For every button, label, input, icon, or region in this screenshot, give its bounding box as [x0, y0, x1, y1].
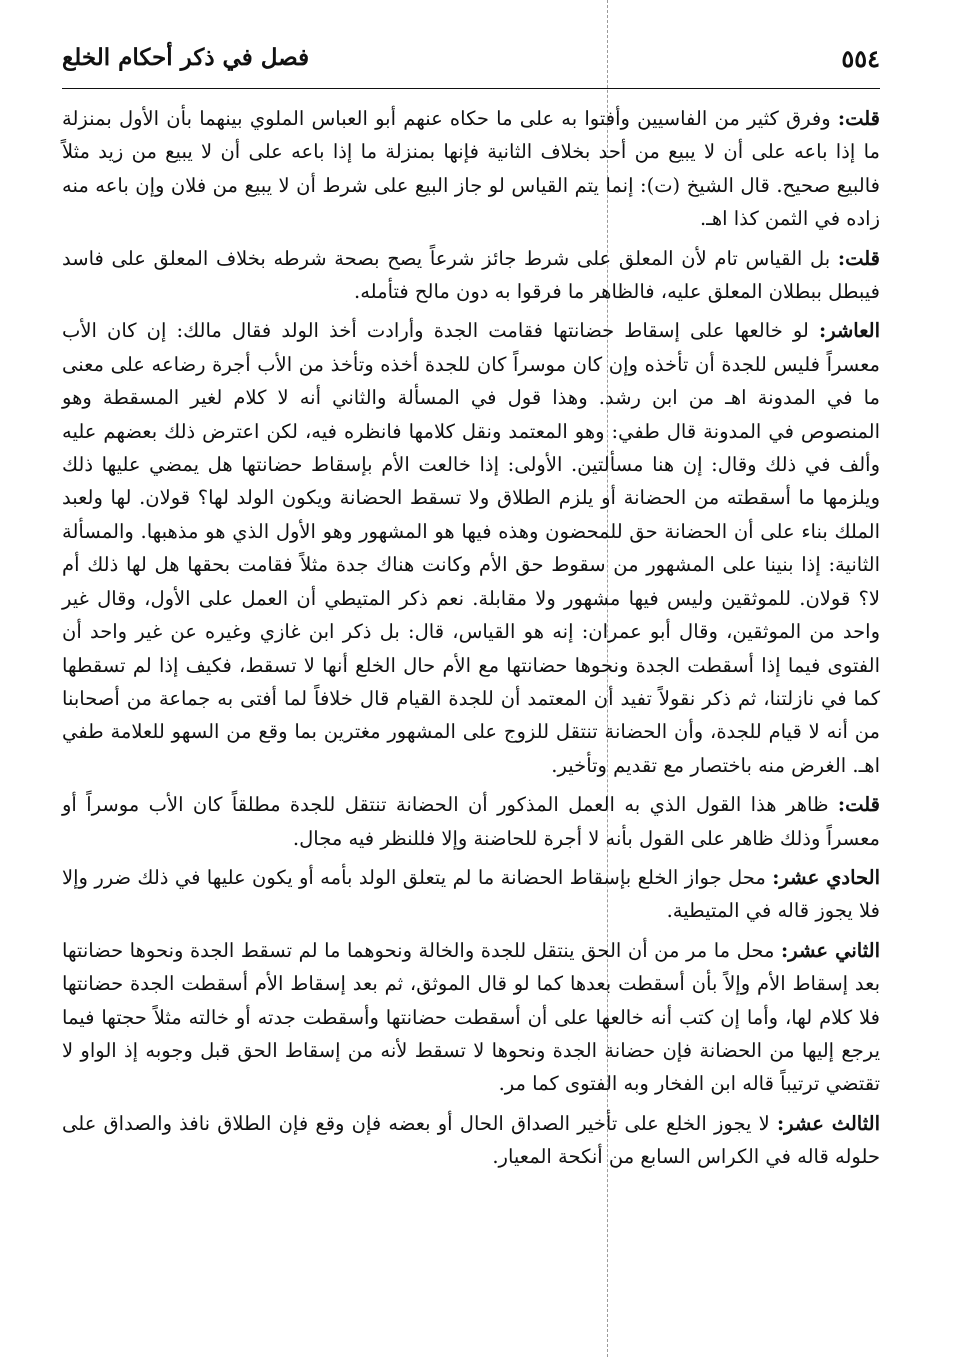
paragraph-text: محل جواز الخلع بإسقاط الحضانة ما لم يتعلق الولد بأمه أو يكون عليها في ذلك ضرر وإلا فلا يجوز قاله في المتيطية. [62, 865, 880, 923]
paragraph-lead: الثالث عشر: [776, 1111, 880, 1135]
paragraph [62, 934, 880, 1101]
paragraph-text: بل القياس تام لأن المعلق على شرط جائز شرعاً يصح بصحة شرطه بخلاف المعلق على فاسد فيبطل ببطلان المعلق عليه، فالظاهر ما فرقوا به دون مالح فتأمله. [62, 246, 880, 304]
paragraph-text: لو خالعها على إسقاط حضانتها فقامت الجدة وأرادت أخذ الولد فقال مالك: إن كان الأب معسراً فليس للجدة أن تأخذه وإن كان موسراً كان للجدة أخذه وتأخذ من الأب أجرة رضاعه على معنى ما في المدونة اهـ من ابن رشد. وهذا قول في المسألة والثاني أنه لا كلام لغير المسقطة وهو المنصوص في المدونة قال طفي: وهو المعتمد ونقل كلامها فانظره فيه، لكن اعترض ذلك بعضهم عليه وألف في ذلك وقال: إن هنا مسألتين. الأولى: إذا خالعت الأم بإسقاط حضانتها هل يمضي عليها ذلك ويلزمها ما أسقطته من الحضانة أو يلزم الطلاق ولا تسقط الحضانة ويكون الولد لها؟ قولان. لها ولعبد الملك بناء على أن الحضانة حق للمحضون وهذه فيها هو المشهور وهو الأول الذي هو مذهبها. والمسألة الثانية: إذا بنينا على المشهور من سقوط حق الأم وكانت هناك جدة مثلاً فقامت بحقها هل لها ذلك أم لا؟ قولان. للموثقين وليس فيها مشهور ولا مقابلة. نعم ذكر المتيطي أن العمل على الأول، وقال غير واحد من الموثقين، وقال أبو عمران: إنه هو القياس، قال: بل ذكر ابن غازي وغيره عن غير واحد أن الفتوى فيما إذا أسقطت الجدة ونحوها حضانتها مع الأم حال الخلع أنها لا تسقط، فكيف إذا لم تسقطها كما في نازلتنا، ثم ذكر نقولاً تفيد أن المعتمد أن للجدة القيام قال خلافاً لما أفتى به جماعة من أصحابنا من أنه لا قيام للجدة، وأن الحضانة تنتقل للزوج على المشهور مغترين بما وقع من السهو للعلامة طفي اهـ. الغرض منه باختصار مع تقديم وتأخير. [62, 319, 880, 777]
page-body [62, 102, 880, 1180]
paragraph-text: محل ما مر من أن الحق ينتقل للجدة والخالة ونحوهما ما لم تسقط الجدة ونحوها حضانتها بعد إسقاط الأم وإلاً بأن أسقطت بعدها كما لو قال الموثق، ثم بعد إسقاط الأم أسقطت الجدة حضانتها فلا كلام لها، وأما إن كتب أنه خالعها على أن أسقطت حضانتها وأسقطت جدته أو خالته مثلاً حجتها فيما يرجع إليها من الحضانة فإن حضانة الجدة ونحوها لا تسقط لأنه من إسقاط الحق قبل وجوبه إذ الواو لا تقتضي ترتيباً قاله ابن الفخار وبه الفتوى كما مر. [62, 938, 880, 1096]
paragraph [62, 314, 880, 782]
running-title: فصل في ذكر أحكام الخلع [62, 44, 310, 71]
paragraph-text: وفرق كثير من الفاسيين وأفتوا به على ما حكاه عنهم أبو العباس الملوي بينهما بأن الأول بمنزلة ما إذا باعه على أن لا يبيع من أحد بخلاف الثانية فإنها بمنزلة ما إذا باعه على أن لا يبيع من زيد مثلاً فالبيع صحيح. قال الشيخ (ت): إنما يتم القياس لو جاز البيع على شرط أن لا يبيع من فلان وإن باعه منه زاده في الثمن كذا اهـ. [62, 107, 880, 231]
paragraph-lead: الثاني عشر: [781, 938, 880, 962]
page-number: ٥٥٤ [841, 44, 880, 73]
paragraph-text: لا يجوز الخلع على تأخير الصداق الحال أو بعضه فإن وقع فإن الطلاق نافذ والصداق على حلوله قاله في الكراس السابع من أنكحة المعيار. [62, 1111, 880, 1169]
paragraph-lead: قلت: [837, 246, 880, 270]
paragraph [62, 1107, 880, 1174]
paragraph-lead: قلت: [837, 107, 880, 130]
paragraph-text: ظاهر هذا القول الذي به العمل المذكور أن الحضانة تنتقل للجدة مطلقاً كان الأب موسراً أو معسراً وذلك ظاهر على القول بأنه لا أجرة للحاضنة وإلا فللنظر فيه مجال. [62, 793, 880, 850]
paragraph [62, 861, 880, 928]
paragraph [62, 102, 880, 236]
paragraph-lead: قلت: [837, 793, 880, 817]
paragraph [62, 788, 880, 855]
page-header [62, 34, 880, 88]
paragraph [62, 242, 880, 309]
header-rule [62, 88, 880, 89]
paragraph-lead: العاشر: [819, 319, 881, 343]
paragraph-lead: الحادي عشر: [772, 865, 880, 889]
